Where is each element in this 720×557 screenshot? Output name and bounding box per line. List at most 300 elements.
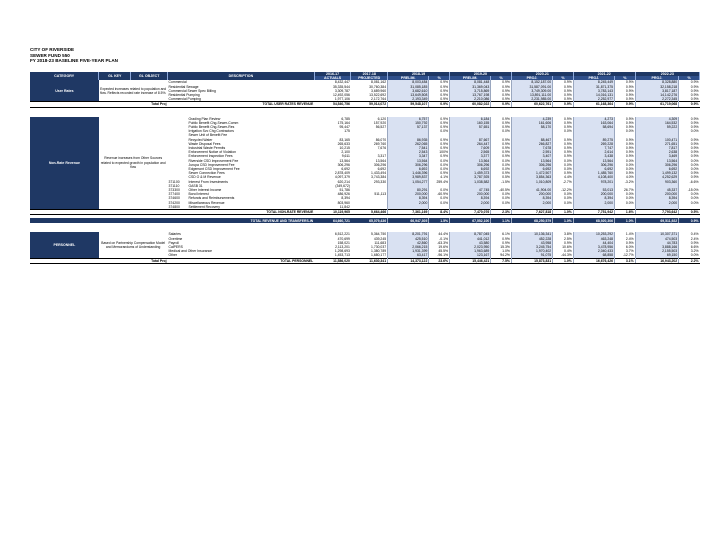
value-cell: 8,394: [341, 196, 350, 201]
value-cell: 903,360: [635, 180, 679, 184]
value-cell: 439,245: [373, 236, 387, 241]
pct-cell: -2.7%: [553, 180, 574, 184]
section-total-row: [30, 258, 700, 263]
col-pct: %: [615, 76, 636, 80]
value-cell: 161,606: [511, 121, 552, 125]
pct-cell: 0.9%: [553, 154, 574, 158]
value-cell: 2,000: [388, 201, 429, 205]
pct-cell: 0.0%: [553, 159, 574, 163]
value-cell: 6,692: [635, 167, 679, 171]
pct-cell: 0.9%: [615, 89, 636, 93]
pct-cell: -44.3%: [553, 253, 574, 258]
value-cell: 269,760: [373, 141, 387, 146]
value-cell: 47,745: [449, 188, 490, 192]
value-cell: 6,692: [573, 167, 614, 171]
col-gl-object: GL OBJECT: [131, 72, 168, 80]
pct-cell: 0.9%: [553, 89, 574, 93]
pct-cell: 0.9%: [491, 237, 512, 241]
pct-cell: 0.0%: [615, 163, 636, 167]
pct-cell: 2.2%: [679, 258, 700, 263]
pct-cell: -6.6%: [679, 180, 700, 184]
line-item-label: Settlement Recovery: [188, 204, 221, 209]
pct-cell: 0.9%: [615, 97, 636, 102]
value-cell: 86,070: [375, 137, 387, 142]
value-cell: 2,591: [511, 150, 552, 154]
pct-cell: 259.4%: [429, 180, 450, 184]
value-cell: (349,672): [335, 183, 350, 188]
pct-cell: 0.0%: [679, 192, 700, 196]
value-cell: 88,467: [511, 138, 552, 142]
spacer-cell: [30, 107, 700, 117]
pct-cell: 0.9%: [491, 154, 512, 158]
col-year-4: 2019-20: [449, 72, 511, 76]
value-cell: 306,296: [373, 162, 387, 167]
value-cell: 3,245,754: [511, 245, 552, 249]
value-cell: 2,565: [449, 150, 490, 154]
value-cell: 13,564: [339, 158, 350, 163]
value-cell: 6,757: [388, 117, 429, 121]
value-cell: 160,155: [449, 121, 490, 125]
value-cell: 425,510: [388, 237, 429, 241]
value-cell: 68,858: [573, 253, 614, 258]
pct-cell: 0.9%: [553, 80, 574, 84]
value-cell: 111,683: [374, 240, 387, 245]
line-item-label: CSD O & M Revenue: [188, 175, 221, 180]
value-cell: 6,692: [341, 167, 350, 172]
value-cell: 8,394: [635, 196, 679, 200]
pct-cell: 0.9%: [615, 121, 636, 125]
pct-cell: 0.4%: [553, 249, 574, 253]
line-item-label: Riverside CSD Improvement Fee: [188, 158, 239, 163]
pct-cell: 0.9%: [553, 97, 574, 102]
section-category: PERSONNEL: [30, 232, 99, 258]
value-cell: 13,564: [375, 158, 387, 163]
value-cell: 15,446,421: [449, 258, 490, 263]
section-notes: Based on Partnership Compensation Model and Memorandums of Understanding: [101, 240, 166, 249]
line-item-label: Edgemont CSD Improvement Fee: [188, 167, 240, 172]
pct-cell: 0.0%: [429, 201, 450, 205]
value-cell: 265,633: [337, 141, 350, 146]
value-cell: 2,252,977: [573, 97, 614, 102]
value-cell: 2,210,086: [449, 97, 490, 102]
section-category: User Rates: [30, 80, 99, 102]
value-cell: 463,248: [573, 237, 614, 241]
value-cell: 158,021: [337, 240, 350, 245]
pct-cell: 0.9%: [553, 117, 574, 121]
value-cell: 59,014,072: [351, 102, 388, 107]
value-cell: 2,193,349: [388, 97, 429, 102]
pct-cell: 0.9%: [679, 85, 700, 89]
line-item-description: Commercial Pumping: [168, 97, 201, 102]
value-cell: 1,038,582: [449, 180, 490, 184]
value-cell: 200,000: [635, 192, 679, 196]
pct-cell: 0.9%: [615, 80, 636, 84]
line-item-label: GASB 31: [188, 183, 203, 188]
col-year-4-sub: PRELIM.: [449, 76, 490, 80]
value-cell: 7,678: [511, 146, 552, 150]
pct-cell: 0.9%: [553, 125, 574, 129]
value-cell: 3,469: [635, 154, 679, 158]
col-year-5: 2020-21: [511, 72, 573, 76]
pct-cell: 0.0%: [679, 159, 700, 163]
value-cell: 14,016,131: [573, 93, 614, 97]
pct-cell: -15.0%: [679, 188, 700, 192]
pct-cell: 0.0%: [491, 196, 512, 200]
value-cell: 80,291: [388, 188, 429, 192]
value-cell: 83,165: [339, 137, 350, 142]
pct-cell: 0.0%: [679, 196, 700, 200]
value-cell: 150,792: [388, 121, 429, 125]
line-item-description: Salaries: [168, 232, 181, 237]
value-cell: 2,614: [573, 150, 614, 154]
pct-cell: 7.5%: [491, 258, 512, 263]
col-year-7-sub: PROJ.: [635, 76, 679, 80]
pct-cell: 0.0%: [429, 129, 450, 133]
value-cell: 51,786: [339, 188, 350, 193]
pct-cell: 0.0%: [615, 159, 636, 163]
value-cell: 6,512,221: [334, 232, 350, 237]
pct-cell: 0.9%: [679, 93, 700, 97]
pct-cell: 0.9%: [615, 102, 636, 107]
value-cell: 13,564: [573, 159, 614, 163]
value-cell: 2,543: [388, 150, 429, 154]
value-cell: 8,328,880: [635, 80, 679, 84]
pct-cell: 44.4%: [429, 232, 450, 236]
value-cell: 35,335,544: [332, 84, 350, 89]
value-cell: 200,000: [449, 192, 490, 196]
pct-cell: 0.9%: [553, 138, 574, 142]
pct-cell: 0.9%: [429, 80, 450, 84]
value-cell: 262,065: [388, 142, 429, 146]
value-cell: 3,854,363: [511, 175, 552, 179]
pct-cell: 26.7%: [615, 188, 636, 192]
pct-cell: 2.3%: [491, 210, 512, 215]
value-cell: 264,447: [449, 142, 490, 146]
value-cell: 8,394: [388, 196, 429, 200]
value-cell: 31,085,185: [388, 85, 429, 89]
pct-cell: 0.9%: [553, 121, 574, 125]
col-pct: %: [553, 76, 574, 80]
pct-cell: 0.9%: [429, 102, 450, 107]
value-cell: 6,692: [388, 167, 429, 171]
pct-cell: 0.9%: [679, 175, 700, 179]
value-cell: 44,404: [573, 241, 614, 245]
value-cell: 68,920,306: [573, 218, 614, 223]
value-cell: 470,699: [337, 236, 350, 241]
value-cell: 58,694: [573, 125, 614, 129]
line-item-label: Enforcement Inspection Fees: [188, 154, 233, 159]
value-cell: 2,638: [635, 150, 679, 154]
value-cell: 100,471: [635, 138, 679, 142]
value-cell: 1,453,713: [334, 253, 350, 258]
value-cell: 60,082,022: [449, 102, 490, 107]
pct-cell: 0.9%: [429, 171, 450, 175]
pct-cell: 0.0%: [553, 196, 574, 200]
pct-cell: -3.2%: [615, 180, 636, 184]
value-cell: 306,296: [573, 163, 614, 167]
value-cell: 200,000: [388, 192, 429, 196]
value-cell: 9,611: [341, 154, 350, 159]
pct-cell: 0.0%: [679, 167, 700, 171]
value-cell: 61,719,068: [635, 102, 679, 107]
value-cell: 6,692: [511, 167, 552, 171]
pct-cell: 0.9%: [553, 146, 574, 150]
pct-cell: 0.9%: [491, 150, 512, 154]
pct-cell: 0.9%: [679, 142, 700, 146]
total-label: Total Proj: [30, 102, 168, 107]
pct-cell: 0.0%: [553, 129, 574, 133]
line-item-description: Payroll: [168, 240, 179, 245]
value-cell: 293,330: [373, 179, 387, 184]
pct-cell: 23.6%: [429, 258, 450, 263]
value-cell: 8,081,448: [449, 80, 490, 84]
pct-cell: 0.0%: [491, 163, 512, 167]
pct-cell: 0.9%: [615, 138, 636, 142]
value-cell: 8,787,045: [449, 232, 490, 236]
pct-cell: 0.0%: [553, 167, 574, 171]
pct-cell: -60.9%: [429, 192, 450, 196]
pct-cell: 0.9%: [553, 150, 574, 154]
value-cell: 3,317: [377, 154, 387, 159]
value-cell: 3,689,960: [371, 88, 387, 93]
value-cell: 13,564: [511, 159, 552, 163]
value-cell: 2,155,503: [635, 249, 679, 253]
value-cell: 306,296: [449, 163, 490, 167]
value-cell: 31,587,091.00: [511, 85, 552, 89]
pct-cell: 0.0%: [429, 167, 450, 171]
line-item-label: Interest From Investments: [188, 179, 228, 184]
value-cell: 3,787,925: [449, 175, 490, 179]
pct-cell: 0.9%: [491, 146, 512, 150]
pct-cell: 0.9%: [679, 171, 700, 175]
pct-cell: 0.9%: [615, 125, 636, 129]
pct-cell: 0.9%: [615, 154, 636, 158]
line-item-label: Sewer Unit of Benefit Fee: [188, 133, 228, 138]
value-cell: 11,630,341: [351, 258, 388, 263]
pct-cell: 1.0%: [553, 218, 574, 223]
line-item-label: Sewer Connection Fees: [188, 171, 225, 176]
value-cell: 2,272,345: [635, 97, 679, 102]
table-header: [30, 72, 700, 80]
pct-cell: 0.9%: [615, 150, 636, 154]
value-cell: 13,564: [449, 159, 490, 163]
gl-object-code: 374200: [168, 200, 180, 205]
value-cell: 6,120: [377, 116, 387, 121]
pct-cell: 0.9%: [615, 146, 636, 150]
value-cell: 978,201: [573, 180, 614, 184]
value-cell: 66,947,305: [388, 218, 429, 223]
value-cell: 65,079,436: [351, 218, 388, 223]
value-cell: 67,552,100: [449, 218, 490, 223]
col-year-1: 2016-17: [314, 72, 351, 76]
col-year-7: 2022-23: [635, 72, 699, 76]
pct-cell: 0.0%: [553, 163, 574, 167]
value-cell: 200,000: [573, 192, 614, 196]
report-title-city: CITY OF RIVERSIDE: [30, 47, 75, 52]
pct-cell: 0.0%: [429, 159, 450, 163]
pct-cell: 0.9%: [429, 154, 450, 158]
value-cell: 60,622,761: [511, 102, 552, 107]
budget-table: [30, 72, 700, 264]
value-cell: 200,000: [511, 192, 552, 196]
value-cell: 3,438: [573, 154, 614, 158]
budget-spreadsheet: [30, 72, 700, 264]
section-notes: Revenue increases from Other Sources related to expected growth in population and flow: [100, 156, 166, 169]
value-cell: 59,548,107: [388, 102, 429, 107]
value-cell: 1,459,373: [449, 171, 490, 175]
value-cell: 2,231,985.00: [511, 97, 552, 102]
pct-cell: 0.9%: [615, 93, 636, 97]
pct-cell: 0.9%: [429, 89, 450, 93]
value-cell: 163,064: [573, 121, 614, 125]
value-cell: 43,580: [449, 241, 490, 245]
pct-cell: 6.6%: [679, 245, 700, 249]
line-item-description: Residential Pumping: [168, 93, 200, 98]
col-category: CATEGORY: [30, 72, 99, 80]
pct-cell: 0.9%: [491, 80, 512, 84]
pct-cell: 0.9%: [429, 138, 450, 142]
pct-cell: 0.9%: [491, 125, 512, 129]
value-cell: 620,214: [337, 179, 350, 184]
total-description: TOTAL NON-RATE REVENUE: [168, 210, 315, 215]
pct-cell: 0.0%: [615, 192, 636, 196]
pct-cell: 4.4%: [553, 175, 574, 179]
pct-cell: 0.9%: [491, 102, 512, 107]
value-cell: 13,891,111.00: [511, 93, 552, 97]
value-cell: 511,113: [374, 192, 387, 197]
value-cell: 45,337: [635, 188, 679, 192]
value-cell: 2,000: [511, 201, 552, 205]
pct-cell: 0.0%: [491, 159, 512, 163]
value-cell: 13,649,508: [388, 93, 429, 97]
pct-cell: -40.5%: [491, 188, 512, 192]
pct-cell: 0.9%: [553, 241, 574, 245]
value-cell: 59,222: [635, 125, 679, 129]
value-cell: 441,012: [449, 237, 490, 241]
value-cell: 2,040,433: [573, 249, 614, 253]
value-cell: 3,377: [449, 154, 490, 158]
line-item-label: Jurupa CSD Improvement Fee: [188, 162, 235, 167]
value-cell: 6,184: [449, 117, 490, 121]
pct-cell: 100%: [429, 150, 450, 154]
value-cell: 2,172,764: [371, 97, 387, 102]
pct-cell: 0.0%: [615, 196, 636, 200]
value-cell: 2,100: [341, 150, 350, 155]
value-cell: 87,667: [449, 138, 490, 142]
col-pct: %: [491, 76, 512, 80]
value-cell: 1,472,507: [511, 171, 552, 175]
value-cell: 1,485,760: [573, 171, 614, 175]
pct-cell: 0.0%: [679, 163, 700, 167]
value-cell: 1,680,177: [371, 253, 387, 258]
col-year-2-sub: PROJECTED: [351, 76, 388, 80]
line-item-description: Medical and Other Insurance: [168, 249, 213, 254]
pct-cell: 1.4%: [615, 232, 636, 236]
pct-cell: 0.9%: [615, 241, 636, 245]
line-item-label: Public Benefit Chg-Sewer-Comm: [188, 120, 239, 125]
line-item-label: Waste Disposal Fees: [188, 141, 221, 146]
pct-cell: 10.6%: [553, 245, 574, 249]
line-item-label: Public Benefit Chg-Sewer-Res: [188, 125, 235, 130]
value-cell: 1,730,037: [371, 244, 387, 249]
pct-cell: 0.9%: [553, 93, 574, 97]
line-item-description: Other: [168, 253, 178, 258]
value-cell: 3,749,309.00: [511, 89, 552, 93]
value-cell: 4,239: [511, 117, 552, 121]
value-cell: 7,470,076: [449, 210, 490, 215]
pct-cell: 0.9%: [615, 117, 636, 121]
pct-cell: 1.1%: [491, 218, 512, 223]
col-year-6: 2021-22: [573, 72, 635, 76]
pct-cell: 1.6%: [615, 210, 636, 215]
value-cell: 16,676,426: [573, 258, 614, 263]
line-item-label: Refunds and Reimbursements: [188, 196, 235, 201]
pct-cell: 0.0%: [491, 167, 512, 171]
pct-cell: 1.0%: [491, 249, 512, 253]
value-cell: 1,298,693: [334, 249, 350, 254]
pct-cell: 0.5%: [491, 175, 512, 179]
value-cell: 6,692: [377, 167, 387, 172]
pct-cell: 0.9%: [679, 121, 700, 125]
value-cell: 175: [344, 129, 350, 134]
value-cell: 89,275: [573, 138, 614, 142]
value-cell: 56,527: [375, 125, 387, 130]
pct-cell: 6.1%: [491, 232, 512, 236]
value-cell: 7,361,169: [388, 210, 429, 215]
value-cell: 6,785: [341, 116, 350, 121]
pct-cell: 0.0%: [553, 201, 574, 205]
col-pct: %: [429, 76, 450, 80]
pct-cell: 0.9%: [429, 97, 450, 102]
value-cell: 1,054,277: [388, 180, 429, 184]
value-cell: 41,904.00: [511, 188, 552, 192]
value-cell: 8,394: [573, 196, 614, 200]
total-description: TOTAL USER RATES REVENUE: [168, 102, 315, 107]
value-cell: 474,503: [635, 237, 679, 241]
value-cell: 13,564: [388, 159, 429, 163]
value-cell: 7,676: [377, 146, 387, 151]
col-year-2: 2017-18: [351, 72, 388, 76]
pct-cell: 0.9%: [429, 146, 450, 150]
pct-cell: 0.0%: [491, 192, 512, 196]
value-cell: 3,478,956: [573, 245, 614, 249]
pct-cell: 3.8%: [553, 232, 574, 236]
value-cell: 7,793,642: [635, 210, 679, 215]
line-item-label: Grading Plan Review: [188, 116, 221, 121]
value-cell: 3,715,869: [449, 89, 490, 93]
value-cell: 10,307,371: [635, 232, 679, 236]
gl-object-code: 374800: [168, 204, 180, 209]
pct-cell: 0.9%: [679, 138, 700, 142]
pct-cell: 0.9%: [615, 85, 636, 89]
value-cell: 42,860: [388, 241, 429, 245]
value-cell: 11,842: [339, 204, 350, 209]
line-item-description: Commercial Sewer Spec Billing: [168, 88, 216, 93]
value-cell: 8,081,162: [371, 80, 387, 85]
value-cell: 30,760,384: [369, 84, 387, 89]
line-item-label: Bond Interest: [188, 192, 209, 197]
value-cell: 3,989,837: [388, 175, 429, 179]
pct-cell: 0.9%: [429, 125, 450, 129]
col-gl-key: GL KEY: [99, 72, 131, 80]
pct-cell: 0.9%: [491, 85, 512, 89]
value-cell: 2,023,950: [449, 245, 490, 249]
value-cell: 4,273: [573, 117, 614, 121]
value-cell: 4,309: [635, 117, 679, 121]
pct-cell: 0.9%: [429, 85, 450, 89]
value-cell: 11,586,020: [314, 258, 351, 263]
pct-cell: 3.1%: [615, 258, 636, 263]
